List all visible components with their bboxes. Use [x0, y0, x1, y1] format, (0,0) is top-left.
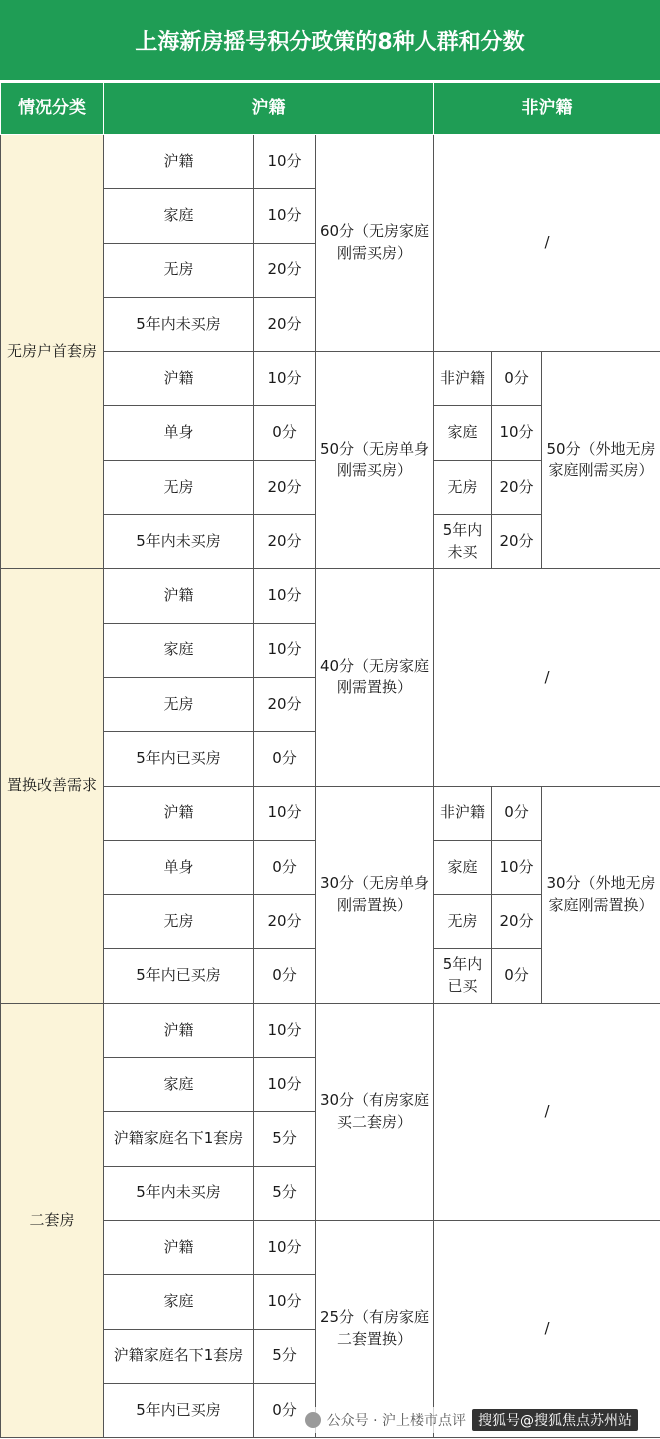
nonhu-item-score: 20分: [492, 460, 542, 514]
nonhu-item-score: 0分: [492, 786, 542, 840]
nonhu-item-score: 10分: [492, 406, 542, 460]
nonhu-item-label: 无房: [434, 895, 492, 949]
category-second-home: 二套房: [1, 1003, 104, 1437]
item-label: 沪籍家庭名下1套房: [104, 1112, 254, 1166]
item-label: 5年内未买房: [104, 1166, 254, 1220]
nonhu-group-total: 30分（外地无房家庭刚需置换）: [542, 786, 660, 1003]
group-total: 40分（无房家庭刚需置换）: [316, 569, 434, 786]
item-label: 5年内已买房: [104, 949, 254, 1003]
item-label: 沪籍: [104, 135, 254, 189]
score-table: [0, 82, 660, 1438]
item-label: 家庭: [104, 623, 254, 677]
nonhu-item-score: 0分: [492, 949, 542, 1003]
nonhu-item-label: 5年内未买: [434, 515, 492, 569]
page-title: 上海新房摇号积分政策的8种人群和分数: [0, 0, 660, 82]
item-score: 0分: [254, 406, 316, 460]
nonhu-item-score: 0分: [492, 352, 542, 406]
category-first-home: 无房户首套房: [1, 135, 104, 569]
header-shanghai: 沪籍: [104, 83, 434, 135]
item-label: 沪籍: [104, 786, 254, 840]
header-category: 情况分类: [1, 83, 104, 135]
item-label: 沪籍家庭名下1套房: [104, 1329, 254, 1383]
nonhu-item-label: 5年内已买: [434, 949, 492, 1003]
item-score: 10分: [254, 623, 316, 677]
group-total: 30分（无房单身刚需置换）: [316, 786, 434, 1003]
group-total: 25分（有房家庭二套置换）: [316, 1220, 434, 1437]
group-total: 50分（无房单身刚需买房）: [316, 352, 434, 569]
item-label: 家庭: [104, 1058, 254, 1112]
item-score: 10分: [254, 786, 316, 840]
not-applicable: /: [434, 135, 660, 352]
nonhu-item-label: 家庭: [434, 406, 492, 460]
item-label: 5年内已买房: [104, 732, 254, 786]
item-label: 沪籍: [104, 1220, 254, 1274]
item-score: 10分: [254, 1003, 316, 1057]
nonhu-item-label: 非沪籍: [434, 786, 492, 840]
nonhu-item-score: 10分: [492, 840, 542, 894]
item-score: 10分: [254, 1058, 316, 1112]
item-label: 沪籍: [104, 569, 254, 623]
nonhu-group-total: 50分（外地无房家庭刚需买房）: [542, 352, 660, 569]
item-label: 家庭: [104, 1275, 254, 1329]
table-header-row: [1, 83, 660, 135]
item-label: 无房: [104, 895, 254, 949]
item-label: 单身: [104, 840, 254, 894]
item-score: 20分: [254, 460, 316, 514]
not-applicable: /: [434, 569, 660, 786]
item-score: 10分: [254, 569, 316, 623]
item-score: 0分: [254, 840, 316, 894]
sohu-account: 搜狐号@搜狐焦点苏州站: [472, 1409, 638, 1431]
nonhu-item-score: 20分: [492, 895, 542, 949]
item-score: 10分: [254, 189, 316, 243]
nonhu-item-score: 20分: [492, 515, 542, 569]
header-non-shanghai: 非沪籍: [434, 83, 660, 135]
item-label: 沪籍: [104, 1003, 254, 1057]
item-score: 20分: [254, 297, 316, 351]
not-applicable: /: [434, 1220, 660, 1437]
item-label: 5年内已买房: [104, 1383, 254, 1437]
table-row: [1, 1003, 660, 1057]
footer-watermark: [301, 1407, 642, 1433]
nonhu-item-label: 家庭: [434, 840, 492, 894]
item-label: 5年内未买房: [104, 297, 254, 351]
item-label: 无房: [104, 460, 254, 514]
item-score: 10分: [254, 1220, 316, 1274]
item-score: 5分: [254, 1112, 316, 1166]
item-label: 无房: [104, 243, 254, 297]
item-score: 0分: [254, 732, 316, 786]
item-score: 10分: [254, 135, 316, 189]
item-label: 无房: [104, 677, 254, 731]
item-score: 20分: [254, 677, 316, 731]
item-score: 5分: [254, 1166, 316, 1220]
item-score: 20分: [254, 243, 316, 297]
group-total: 30分（有房家庭买二套房）: [316, 1003, 434, 1220]
item-score: 0分: [254, 949, 316, 1003]
wechat-account: 公众号 · 沪上楼市点评: [326, 1413, 466, 1429]
nonhu-item-label: 非沪籍: [434, 352, 492, 406]
item-label: 单身: [104, 406, 254, 460]
item-label: 5年内未买房: [104, 515, 254, 569]
wechat-icon: [305, 1412, 321, 1428]
category-upgrade: 置换改善需求: [1, 569, 104, 1003]
table-row: [1, 569, 660, 623]
item-score: 10分: [254, 1275, 316, 1329]
item-label: 沪籍: [104, 352, 254, 406]
not-applicable: /: [434, 1003, 660, 1220]
table-row: [1, 135, 660, 189]
item-score: 20分: [254, 895, 316, 949]
item-score: 5分: [254, 1329, 316, 1383]
item-score: 10分: [254, 352, 316, 406]
nonhu-item-label: 无房: [434, 460, 492, 514]
item-score: 0分: [254, 1383, 316, 1437]
group-total: 60分（无房家庭刚需买房）: [316, 135, 434, 352]
item-score: 20分: [254, 515, 316, 569]
item-label: 家庭: [104, 189, 254, 243]
